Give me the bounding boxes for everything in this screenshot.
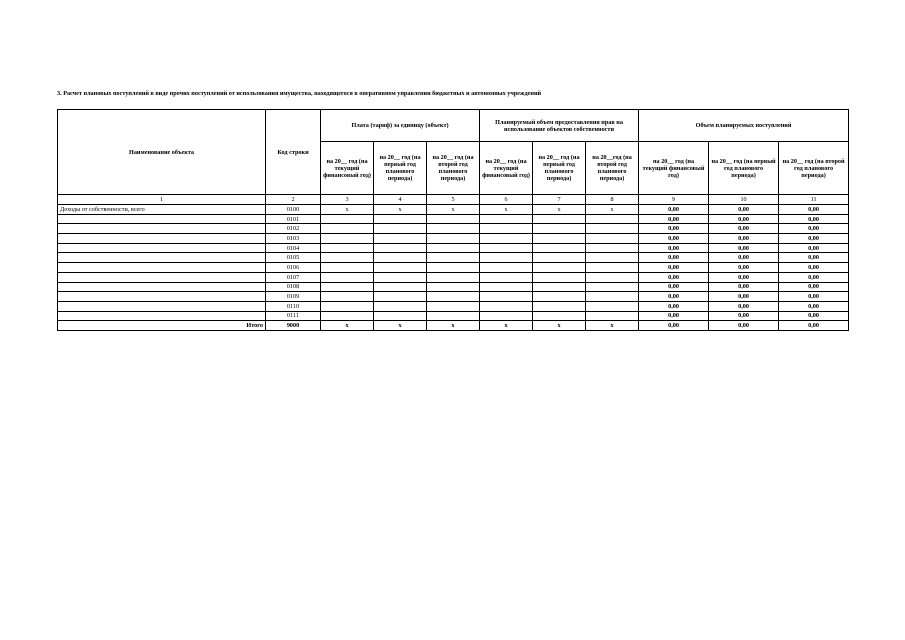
cell-c11: 0,00 — [779, 282, 849, 292]
cell-c8 — [586, 234, 639, 244]
cell-c8: x — [586, 205, 639, 215]
cell-c4 — [374, 292, 427, 302]
cell-c6 — [480, 292, 533, 302]
cell-code: 0104 — [266, 243, 321, 253]
column-number: 10 — [709, 195, 779, 205]
cell-c6 — [480, 224, 533, 234]
header-group-tariff: Плата (тариф) за единицу (объект) — [321, 110, 480, 142]
column-number: 9 — [639, 195, 709, 205]
cell-c3: x — [321, 321, 374, 331]
cell-code: 9000 — [266, 321, 321, 331]
cell-name — [58, 301, 266, 311]
cell-c10: 0,00 — [709, 214, 779, 224]
cell-c7 — [533, 272, 586, 282]
cell-c11: 0,00 — [779, 301, 849, 311]
cell-c9: 0,00 — [639, 301, 709, 311]
cell-c9: 0,00 — [639, 205, 709, 215]
table-row — [58, 272, 849, 282]
table-row — [58, 311, 849, 321]
table-row — [58, 243, 849, 253]
header-sub-8: на 20__год (на второй год планового периода) — [586, 142, 639, 195]
cell-c10: 0,00 — [709, 311, 779, 321]
cell-c4 — [374, 311, 427, 321]
cell-c4 — [374, 301, 427, 311]
cell-c5 — [427, 263, 480, 273]
cell-c4 — [374, 253, 427, 263]
cell-c10: 0,00 — [709, 205, 779, 215]
cell-c10: 0,00 — [709, 253, 779, 263]
cell-c7: x — [533, 321, 586, 331]
cell-c6 — [480, 282, 533, 292]
cell-c3: x — [321, 205, 374, 215]
cell-c7 — [533, 292, 586, 302]
cell-c10: 0,00 — [709, 292, 779, 302]
cell-c9: 0,00 — [639, 321, 709, 331]
cell-c5 — [427, 311, 480, 321]
cell-c3 — [321, 311, 374, 321]
cell-c11: 0,00 — [779, 272, 849, 282]
cell-c7 — [533, 311, 586, 321]
cell-name — [58, 292, 266, 302]
cell-c4: x — [374, 321, 427, 331]
cell-name — [58, 234, 266, 244]
cell-c10: 0,00 — [709, 234, 779, 244]
cell-c11: 0,00 — [779, 253, 849, 263]
cell-name — [58, 272, 266, 282]
cell-c7 — [533, 282, 586, 292]
header-sub-3: на 20__ год (на текущий финансовый год) — [321, 142, 374, 195]
table-row — [58, 224, 849, 234]
cell-c7 — [533, 214, 586, 224]
cell-c7: x — [533, 205, 586, 215]
cell-code: 0103 — [266, 234, 321, 244]
table-row — [58, 214, 849, 224]
table-row — [58, 253, 849, 263]
column-number: 1 — [58, 195, 266, 205]
section-title: 3. Расчет плановых поступлений в виде прочих поступлений от использования имущества, находящегося в оперативном управлении бюджетных и автономных учреждений — [57, 90, 542, 97]
cell-code: 0106 — [266, 263, 321, 273]
cell-c6 — [480, 214, 533, 224]
cell-name — [58, 224, 266, 234]
cell-c9: 0,00 — [639, 224, 709, 234]
header-sub-4: на 20__ год (на первый год планового периода) — [374, 142, 427, 195]
column-number: 8 — [586, 195, 639, 205]
cell-code: 0108 — [266, 282, 321, 292]
cell-c5 — [427, 214, 480, 224]
header-sub-6: на 20__ год (на текущий финансовый год) — [480, 142, 533, 195]
cell-name — [58, 311, 266, 321]
cell-c9: 0,00 — [639, 234, 709, 244]
column-number: 4 — [374, 195, 427, 205]
cell-c6 — [480, 311, 533, 321]
cell-c10: 0,00 — [709, 224, 779, 234]
cell-c6 — [480, 301, 533, 311]
cell-c6: x — [480, 321, 533, 331]
cell-c6 — [480, 272, 533, 282]
cell-c4 — [374, 243, 427, 253]
cell-c8 — [586, 214, 639, 224]
header-sub-5: на 20__ год (на второй год планового периода) — [427, 142, 480, 195]
header-code: Код строки — [266, 110, 321, 195]
planned-receipts-table — [57, 109, 849, 331]
cell-c4 — [374, 263, 427, 273]
cell-c9: 0,00 — [639, 263, 709, 273]
cell-c4: x — [374, 205, 427, 215]
cell-c11: 0,00 — [779, 214, 849, 224]
column-number: 3 — [321, 195, 374, 205]
cell-c3 — [321, 234, 374, 244]
cell-c8 — [586, 263, 639, 273]
cell-c10: 0,00 — [709, 272, 779, 282]
cell-c9: 0,00 — [639, 253, 709, 263]
cell-c8 — [586, 224, 639, 234]
cell-c5: x — [427, 321, 480, 331]
table-row — [58, 263, 849, 273]
cell-c3 — [321, 253, 374, 263]
cell-c9: 0,00 — [639, 272, 709, 282]
cell-code: 0107 — [266, 272, 321, 282]
cell-c3 — [321, 214, 374, 224]
cell-name — [58, 253, 266, 263]
cell-c7 — [533, 263, 586, 273]
cell-code: 0101 — [266, 214, 321, 224]
cell-c5 — [427, 272, 480, 282]
cell-c8 — [586, 282, 639, 292]
cell-c7 — [533, 253, 586, 263]
cell-c10: 0,00 — [709, 263, 779, 273]
cell-c6: x — [480, 205, 533, 215]
cell-c11: 0,00 — [779, 311, 849, 321]
cell-c3 — [321, 224, 374, 234]
cell-c7 — [533, 224, 586, 234]
cell-c10: 0,00 — [709, 301, 779, 311]
cell-c8: x — [586, 321, 639, 331]
header-sub-7: на 20__ год (на первый год планового периода) — [533, 142, 586, 195]
cell-c3 — [321, 292, 374, 302]
cell-code: 0110 — [266, 301, 321, 311]
cell-c7 — [533, 234, 586, 244]
cell-c3 — [321, 272, 374, 282]
total-row — [58, 321, 849, 331]
cell-c4 — [374, 234, 427, 244]
cell-c3 — [321, 301, 374, 311]
cell-c4 — [374, 282, 427, 292]
cell-c5 — [427, 301, 480, 311]
column-number: 5 — [427, 195, 480, 205]
cell-c7 — [533, 301, 586, 311]
cell-c9: 0,00 — [639, 214, 709, 224]
header-group-rights-volume: Планируемый объем предоставления прав на использование объектов собственности — [480, 110, 639, 142]
cell-c3 — [321, 243, 374, 253]
header-sub-9: на 20__ год (на текущий финансовый год) — [639, 142, 709, 195]
cell-c9: 0,00 — [639, 243, 709, 253]
cell-name — [58, 214, 266, 224]
cell-code: 0111 — [266, 311, 321, 321]
cell-c8 — [586, 253, 639, 263]
cell-c11: 0,00 — [779, 292, 849, 302]
cell-c5 — [427, 243, 480, 253]
cell-c4 — [374, 224, 427, 234]
cell-name — [58, 282, 266, 292]
cell-c9: 0,00 — [639, 311, 709, 321]
column-number: 6 — [480, 195, 533, 205]
cell-c11: 0,00 — [779, 234, 849, 244]
cell-c11: 0,00 — [779, 205, 849, 215]
cell-c8 — [586, 311, 639, 321]
cell-c3 — [321, 263, 374, 273]
cell-c11: 0,00 — [779, 224, 849, 234]
cell-c5 — [427, 234, 480, 244]
cell-code: 0109 — [266, 292, 321, 302]
table-row — [58, 292, 849, 302]
cell-c4 — [374, 272, 427, 282]
header-sub-10: на 20__ год (на первый год планового периода) — [709, 142, 779, 195]
cell-c5 — [427, 253, 480, 263]
cell-c6 — [480, 243, 533, 253]
cell-c5: x — [427, 205, 480, 215]
header-name: Наименование объекта — [58, 110, 266, 195]
cell-c8 — [586, 292, 639, 302]
column-number-row — [58, 195, 849, 205]
table-row — [58, 205, 849, 215]
cell-c10: 0,00 — [709, 243, 779, 253]
cell-c5 — [427, 224, 480, 234]
header-group-receipts-volume: Объем планируемых поступлений — [639, 110, 849, 142]
cell-c9: 0,00 — [639, 292, 709, 302]
cell-c5 — [427, 282, 480, 292]
cell-c6 — [480, 234, 533, 244]
cell-c11: 0,00 — [779, 263, 849, 273]
cell-c6 — [480, 263, 533, 273]
cell-code: 0102 — [266, 224, 321, 234]
table-row — [58, 282, 849, 292]
cell-c8 — [586, 301, 639, 311]
column-number: 11 — [779, 195, 849, 205]
cell-c11: 0,00 — [779, 321, 849, 331]
cell-c7 — [533, 243, 586, 253]
column-number: 2 — [266, 195, 321, 205]
column-number: 7 — [533, 195, 586, 205]
cell-c8 — [586, 243, 639, 253]
cell-c6 — [480, 253, 533, 263]
cell-code: 0100 — [266, 205, 321, 215]
cell-name: Итого — [58, 321, 266, 331]
cell-name — [58, 243, 266, 253]
cell-c5 — [427, 292, 480, 302]
cell-c4 — [374, 214, 427, 224]
cell-c9: 0,00 — [639, 282, 709, 292]
cell-c8 — [586, 272, 639, 282]
table-row — [58, 301, 849, 311]
cell-c11: 0,00 — [779, 243, 849, 253]
cell-name — [58, 263, 266, 273]
cell-name: Доходы от собственности, всего — [58, 205, 266, 215]
cell-c10: 0,00 — [709, 282, 779, 292]
cell-code: 0105 — [266, 253, 321, 263]
cell-c3 — [321, 282, 374, 292]
header-sub-11: на 20__ год (на второй год планового периода) — [779, 142, 849, 195]
cell-c10: 0,00 — [709, 321, 779, 331]
table-row — [58, 234, 849, 244]
